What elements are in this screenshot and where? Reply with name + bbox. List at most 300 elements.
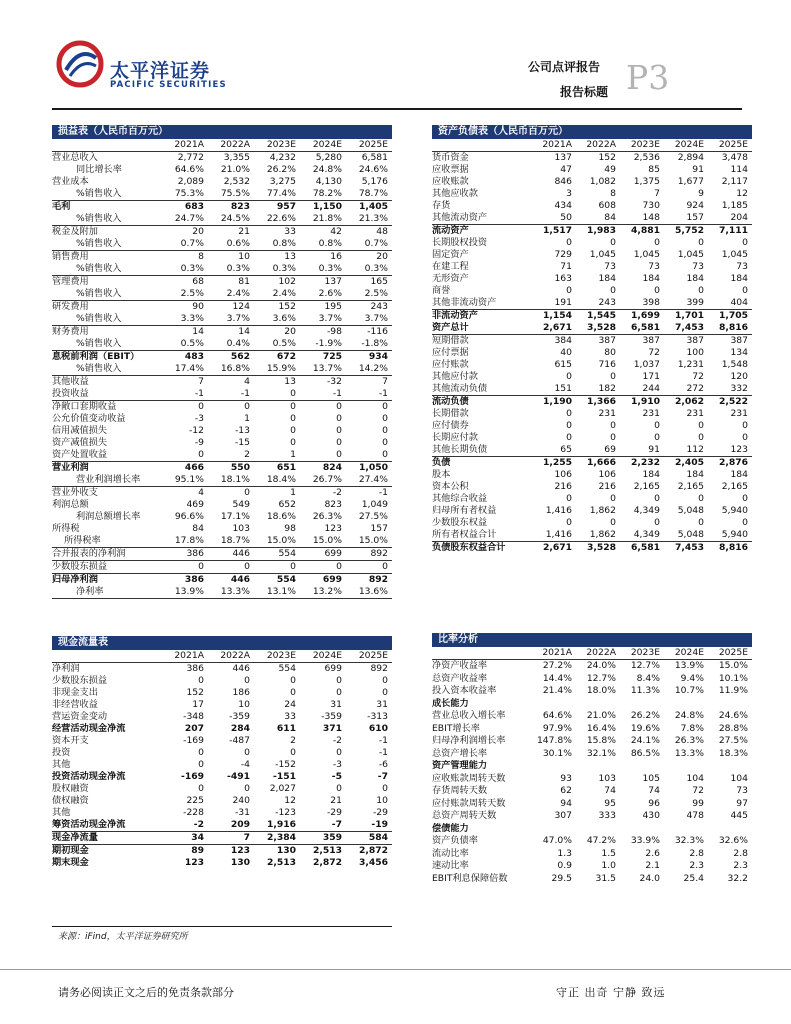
row-value: 17.1%	[220, 511, 250, 522]
row-value: 14	[192, 326, 204, 337]
row-value: 0	[654, 420, 660, 431]
row-value: -15	[234, 437, 250, 448]
row-label: 偿债能力	[432, 822, 469, 834]
table-row	[52, 388, 392, 401]
row-value	[576, 760, 620, 773]
column-header: 2021A	[532, 139, 576, 152]
row-value: 0	[610, 432, 616, 443]
row-value: 0	[290, 413, 296, 424]
row-value: 446	[232, 663, 250, 674]
table-row	[52, 759, 392, 771]
row-value: 0	[290, 401, 296, 412]
row-label: %销售收入	[52, 313, 162, 326]
row-label: 投资	[52, 747, 71, 758]
row-value: 483	[184, 351, 204, 362]
row-value: 2,405	[674, 457, 704, 468]
row-value: 13.9%	[162, 586, 208, 599]
row-value: 27.5%	[358, 511, 388, 522]
row-label: 少数股东权益	[432, 517, 488, 528]
row-value: 0.9	[557, 860, 572, 871]
row-value: 13.3%	[674, 747, 704, 759]
column-header: 2024E	[300, 650, 346, 663]
row-value: 2,165	[677, 481, 704, 492]
row-value: 8,816	[718, 542, 748, 553]
row-value	[576, 823, 620, 836]
table-row	[52, 723, 392, 735]
row-value: -1.9%	[300, 338, 346, 351]
row-value: 3.6%	[254, 313, 300, 326]
table-row	[52, 807, 392, 819]
row-value: 17.8%	[162, 535, 208, 548]
row-label: 长期股权投资	[432, 237, 488, 248]
row-value: 434	[554, 200, 572, 211]
row-value: -13	[234, 425, 250, 436]
row-value: 123	[184, 857, 204, 868]
row-value: -7	[300, 819, 346, 832]
row-value: 1.5	[601, 847, 616, 859]
row-label: 其他流动资产	[432, 212, 532, 225]
table-row	[432, 785, 752, 798]
row-label: 短期借款	[432, 335, 469, 346]
row-label: 资产处置收益	[52, 449, 162, 462]
row-value: 0	[742, 432, 748, 443]
row-value: 171	[642, 371, 660, 382]
row-value: 26.2%	[630, 710, 660, 721]
company-logo-icon	[56, 40, 104, 88]
row-value: 1,705	[718, 310, 748, 321]
row-label: 投资收益	[52, 388, 162, 401]
balance-table-title: 资产负债表（人民币百万元）	[432, 125, 752, 139]
row-value: 2,513	[312, 845, 342, 856]
row-value: 0	[162, 561, 208, 574]
row-value: 24.8%	[312, 164, 342, 175]
row-label: 负债	[432, 457, 451, 468]
row-value: -2	[332, 735, 342, 746]
row-value: 0.5%	[254, 338, 300, 351]
row-value: 399	[664, 297, 708, 310]
row-value: 9.4%	[680, 672, 704, 684]
row-label: 应收账款	[432, 176, 469, 187]
row-value: 1,517	[542, 225, 572, 236]
row-value: 1,375	[633, 176, 660, 187]
row-value: -359	[229, 711, 250, 722]
row-value: 0	[198, 759, 204, 770]
row-value: 3	[566, 188, 572, 199]
row-value: 1,050	[358, 462, 388, 473]
row-label: EBIT利息保障倍数	[432, 872, 508, 884]
row-value: 72	[648, 347, 660, 358]
row-value: 1,231	[677, 359, 704, 370]
row-value: 231	[598, 408, 616, 419]
row-label: 速动比率	[432, 860, 469, 871]
row-value: 152	[186, 687, 204, 698]
document-type: 公司点评报告	[528, 60, 601, 74]
row-value: 0	[382, 401, 388, 412]
row-label: 固定资产	[432, 249, 469, 260]
table-row	[432, 493, 752, 505]
row-value: -7	[377, 771, 388, 782]
table-row	[52, 176, 392, 188]
table-row	[52, 474, 392, 487]
row-value: 15.0%	[254, 535, 300, 548]
row-label: 资本公积	[432, 481, 469, 492]
table-row	[52, 462, 392, 475]
row-value: 0	[382, 783, 388, 794]
table-row	[432, 383, 752, 396]
row-value: 445	[730, 810, 748, 821]
table-row	[52, 535, 392, 548]
row-value: 14	[238, 326, 250, 337]
row-value: 1,190	[542, 396, 572, 407]
brand-name-en: PACIFIC SECURITIES	[110, 80, 227, 90]
row-value: 29.5	[551, 872, 572, 884]
row-value: 184	[730, 469, 748, 480]
row-label: 非经营收益	[52, 699, 98, 710]
row-value: 4,130	[315, 176, 342, 187]
row-value: 207	[184, 723, 204, 734]
row-value: 32.2	[727, 872, 748, 884]
row-label: 其他收益	[52, 376, 89, 387]
row-value: 2,536	[633, 152, 660, 163]
row-value: 0	[336, 687, 342, 698]
row-value: 1,405	[358, 201, 388, 212]
row-value	[620, 823, 664, 836]
table-row	[432, 152, 752, 165]
row-label: 所有者权益合计	[432, 529, 532, 542]
row-value: -116	[367, 326, 388, 337]
row-value: 20	[284, 326, 296, 337]
table-row	[432, 310, 752, 323]
column-header: 2025E	[346, 139, 392, 152]
row-value: 0	[654, 493, 660, 504]
row-label: %销售收入	[52, 238, 162, 251]
row-value: 20	[192, 226, 204, 237]
row-label: 归母净利润增长率	[432, 735, 506, 746]
row-value: 466	[184, 462, 204, 473]
table-row	[432, 835, 752, 848]
row-value: 73	[648, 261, 660, 272]
row-value: 17	[192, 699, 204, 710]
row-value: 333	[598, 810, 616, 821]
row-value: -6	[378, 759, 388, 770]
row-value: 307	[554, 810, 572, 821]
row-value: 0	[698, 517, 704, 528]
row-value: 683	[184, 201, 204, 212]
row-value: 2,894	[677, 152, 704, 163]
row-value: 32.1%	[586, 747, 616, 759]
table-row	[52, 663, 392, 676]
row-value: 13.6%	[346, 586, 392, 599]
row-value: 0	[566, 371, 572, 382]
row-value: 33.9%	[630, 835, 660, 846]
row-value: 147.8%	[536, 735, 572, 746]
table-row	[52, 523, 392, 535]
row-value: 1	[290, 487, 296, 498]
table-row	[52, 561, 392, 574]
row-label: 期初现金	[52, 845, 89, 856]
row-label: 信用减值损失	[52, 425, 108, 436]
row-value: 332	[708, 383, 752, 396]
row-value: 7,453	[674, 542, 704, 553]
table-row	[52, 313, 392, 326]
row-value: 0	[198, 747, 204, 758]
row-value: 94	[560, 797, 572, 809]
row-value: 823	[230, 201, 250, 212]
row-value: 0	[290, 747, 296, 758]
row-value: 182	[576, 383, 620, 396]
row-value: 157	[370, 523, 388, 534]
row-value: 0.3%	[300, 263, 346, 276]
row-value: -3	[332, 759, 342, 770]
row-value: 33	[284, 711, 296, 722]
row-value: 64.6%	[542, 710, 572, 721]
row-value: 549	[232, 499, 250, 510]
row-value: 0	[290, 675, 296, 686]
table-row	[432, 723, 752, 736]
row-value: 2	[290, 735, 296, 746]
column-header-row	[52, 139, 392, 152]
row-label: 所得税	[52, 523, 80, 534]
row-value: 100	[686, 347, 704, 358]
row-value: 699	[324, 663, 342, 674]
row-value: 186	[232, 687, 250, 698]
row-value	[708, 698, 752, 711]
row-value: 12	[284, 795, 296, 806]
row-value: 10	[376, 795, 388, 806]
row-value: 90	[192, 301, 204, 312]
row-label: 净利润	[52, 663, 80, 674]
row-value: 97	[736, 797, 748, 809]
row-value: 1,699	[630, 310, 660, 321]
row-label: 负债股东权益合计	[432, 542, 506, 553]
table-row	[432, 457, 752, 470]
row-value: 26.2%	[266, 164, 296, 175]
column-header: 2025E	[708, 139, 752, 152]
row-value: 1,154	[542, 310, 572, 321]
row-value: 78.2%	[300, 188, 346, 201]
row-value: 184	[642, 273, 660, 284]
row-value: 1,416	[532, 529, 576, 542]
row-value: 0	[336, 401, 342, 412]
row-value: 30.1%	[542, 747, 572, 759]
row-value: 0	[610, 517, 616, 528]
row-value: 4,232	[269, 152, 296, 163]
row-value: 3,528	[576, 322, 620, 335]
row-value: 12	[736, 188, 748, 199]
row-value: -1	[378, 747, 388, 758]
row-value: 2,513	[266, 857, 296, 868]
row-value: 284	[230, 723, 250, 734]
row-value	[708, 760, 752, 773]
row-value: 4,349	[633, 505, 660, 516]
table-row	[432, 212, 752, 225]
row-value: 7	[208, 832, 254, 845]
row-value: 10	[238, 251, 250, 262]
row-value: 72	[692, 785, 704, 796]
row-value: 2,384	[254, 832, 300, 845]
row-value: 1,045	[721, 249, 748, 260]
column-header: 2021A	[532, 647, 576, 660]
row-label: 股权融资	[52, 783, 89, 794]
row-value: 20	[376, 251, 388, 262]
footer-divider	[0, 969, 791, 970]
row-value: 33	[284, 226, 296, 237]
row-value: 0	[698, 493, 704, 504]
row-label: 现金净流量	[52, 832, 162, 845]
row-value: 387	[730, 335, 748, 346]
header-spacer	[432, 647, 532, 660]
row-value: 98	[284, 523, 296, 534]
table-row	[52, 711, 392, 723]
row-value: 1,545	[586, 310, 616, 321]
row-label: 资产负债率	[432, 835, 478, 846]
ratio-table-grid	[432, 647, 752, 885]
row-value	[664, 760, 708, 773]
row-value: 134	[730, 347, 748, 358]
row-value: 13.9%	[674, 660, 704, 671]
row-value: -348	[183, 711, 204, 722]
row-label: 营业总收入	[52, 152, 98, 163]
table-row	[52, 857, 392, 869]
row-label: 利润总额增长率	[76, 511, 141, 522]
row-value: 0	[566, 237, 572, 248]
row-label: 归母所有者权益	[432, 505, 497, 516]
row-value: 0	[566, 517, 572, 528]
row-label: 财务费用	[52, 326, 89, 337]
row-value: 384	[554, 335, 572, 346]
column-header: 2023E	[254, 139, 300, 152]
row-value: 137	[554, 152, 572, 163]
table-row	[52, 449, 392, 462]
row-value: 1	[254, 449, 300, 462]
row-value: -1	[378, 735, 388, 746]
table-row	[432, 823, 752, 836]
row-value	[620, 760, 664, 773]
row-value: 0	[244, 747, 250, 758]
row-value: 15.9%	[254, 363, 300, 376]
row-value: 0	[742, 237, 748, 248]
row-label: %销售收入	[52, 263, 162, 276]
row-value: 430	[642, 810, 660, 821]
row-value: 106	[598, 469, 616, 480]
row-value: 924	[686, 200, 704, 211]
row-label: 资产管理能力	[432, 760, 488, 771]
row-label: 存货	[432, 200, 451, 211]
row-value: 2,671	[532, 322, 576, 335]
table-row	[432, 285, 752, 297]
row-value: 13.1%	[254, 586, 300, 599]
row-value: 2,027	[269, 783, 296, 794]
row-value: 0	[566, 432, 572, 443]
row-value: 1,185	[721, 200, 748, 211]
row-value: 892	[346, 548, 392, 561]
row-label: 营业总收入增长率	[432, 710, 506, 721]
row-value: 1,045	[589, 249, 616, 260]
table-row	[432, 710, 752, 723]
table-row	[52, 276, 392, 289]
table-row	[432, 798, 752, 811]
row-label: 流动资产	[432, 225, 469, 236]
row-value: 0	[742, 285, 748, 296]
row-value: 231	[730, 408, 748, 419]
row-value: 10.1%	[718, 672, 748, 684]
row-label: 长期借款	[432, 408, 469, 419]
table-row	[432, 237, 752, 249]
row-value: 26.3%	[312, 511, 342, 522]
row-value: 0	[254, 388, 300, 401]
row-value: 651	[276, 462, 296, 473]
row-value: 8	[610, 188, 616, 199]
row-value: 2	[208, 449, 254, 462]
row-label: 所得税率	[52, 535, 162, 548]
row-value: 0	[698, 285, 704, 296]
row-value: 195	[324, 301, 342, 312]
row-label: 筹资活动现金净流	[52, 819, 162, 832]
row-label: 毛利	[52, 201, 71, 212]
row-value: 0	[244, 401, 250, 412]
row-value: 272	[664, 383, 708, 396]
row-value: 49	[604, 164, 616, 175]
row-value: 96	[648, 797, 660, 809]
row-value: 0	[300, 561, 346, 574]
table-row	[52, 699, 392, 711]
row-label: 其他长期负债	[432, 444, 532, 457]
column-header: 2024E	[664, 139, 708, 152]
row-value: 1	[244, 413, 250, 424]
row-value: 14.2%	[346, 363, 392, 376]
row-value: 19.6%	[630, 722, 660, 734]
row-value: 0	[654, 237, 660, 248]
table-row	[52, 783, 392, 795]
table-row	[432, 685, 752, 698]
row-value: 0.3%	[254, 263, 300, 276]
row-value: 1,910	[630, 396, 660, 407]
row-value: 2,089	[177, 176, 204, 187]
row-value: 2,165	[633, 481, 660, 492]
row-value: 74	[648, 785, 660, 796]
row-value: 21.3%	[346, 213, 392, 226]
row-value: 5,048	[664, 529, 708, 542]
company-motto: 守正 出奇 宁静 致远	[556, 986, 666, 999]
row-label: 流动比率	[432, 847, 469, 859]
row-value: 34	[162, 832, 208, 845]
row-value: 24.6%	[718, 710, 748, 721]
table-row	[432, 873, 752, 886]
row-value: 31.5	[595, 872, 616, 884]
row-value: 5,280	[315, 152, 342, 163]
row-value: 7	[198, 376, 204, 387]
row-value: 1.0	[601, 860, 616, 871]
row-label: 其他	[52, 807, 71, 818]
row-value: 0	[566, 493, 572, 504]
column-header: 2022A	[208, 650, 254, 663]
row-value: 11.9%	[718, 685, 748, 696]
row-value: 104	[686, 772, 704, 784]
row-label: 净资产收益率	[432, 660, 488, 671]
row-value: 15.0%	[346, 535, 392, 548]
row-value: 5,752	[674, 225, 704, 236]
table-row	[432, 408, 752, 420]
row-value: 0	[566, 408, 572, 419]
row-value: 1,366	[586, 396, 616, 407]
row-value: 89	[191, 845, 204, 856]
row-value: -2	[162, 819, 208, 832]
column-header: 2022A	[576, 139, 620, 152]
row-label: %销售收入	[52, 213, 162, 226]
column-header: 2025E	[708, 647, 752, 660]
column-header: 2021A	[162, 139, 208, 152]
row-value: 0.3%	[208, 263, 254, 276]
